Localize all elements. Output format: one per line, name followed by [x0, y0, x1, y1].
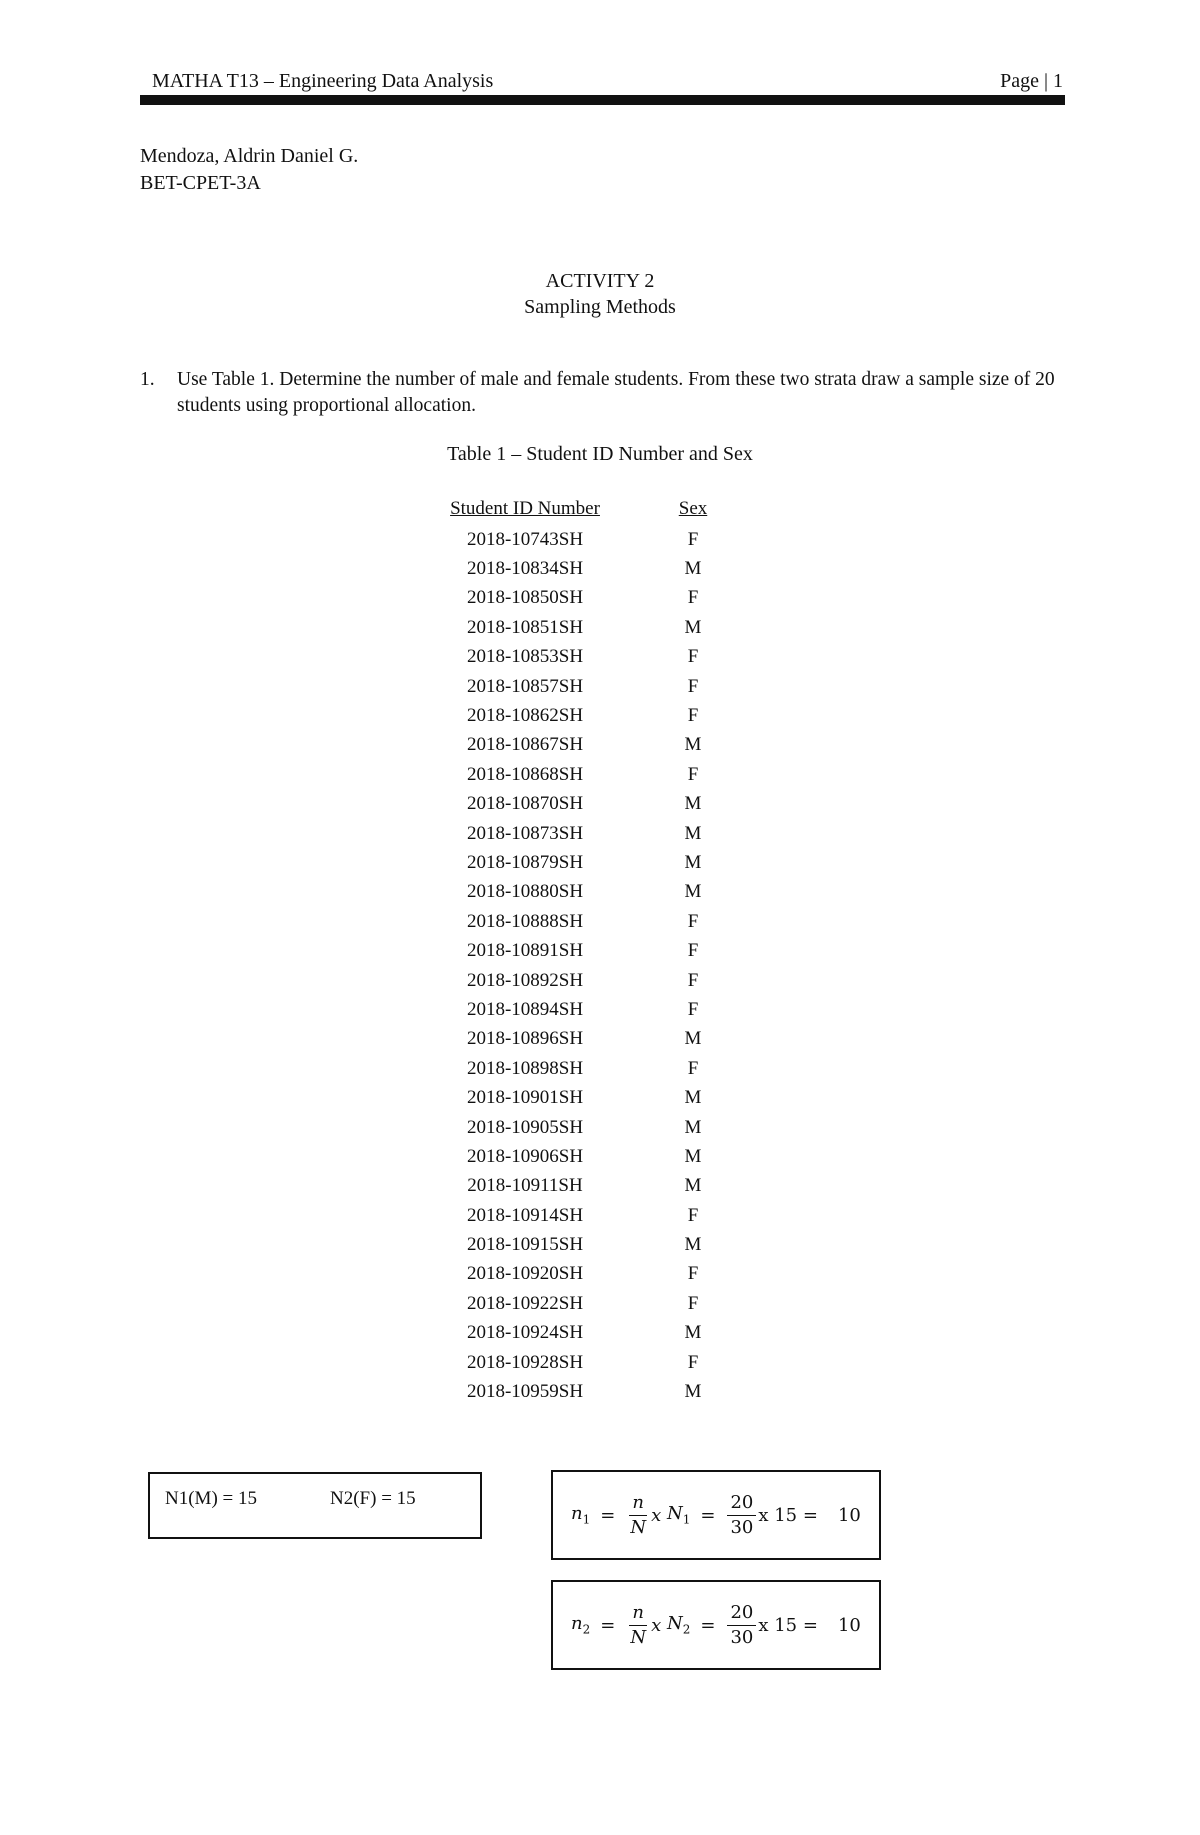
header-rule: [140, 95, 1065, 105]
table-row: [430, 1230, 753, 1259]
sex-cell: M: [684, 822, 702, 844]
student-id-cell: 2018-10901SH: [466, 1087, 584, 1109]
table-caption: Table 1 – Student ID Number and Sex: [447, 443, 753, 465]
sex-cell: F: [687, 528, 699, 550]
table-row: [430, 613, 753, 642]
table-row: [430, 848, 753, 877]
table-row: [430, 907, 753, 936]
student-id-cell: 2018-10868SH: [466, 763, 584, 785]
table-row: [430, 584, 753, 613]
table-row: [430, 1348, 753, 1377]
sex-cell: M: [684, 734, 702, 756]
table-row: [430, 1083, 753, 1112]
student-id-cell: 2018-10888SH: [466, 910, 584, 932]
stratum-counts-box: [148, 1472, 482, 1539]
formula-box-2: [551, 1580, 881, 1670]
student-id-cell: 2018-10850SH: [466, 587, 584, 609]
table-row: [430, 819, 753, 848]
sex-cell: M: [684, 1087, 702, 1109]
formula-box-1: [551, 1470, 881, 1560]
activity-title: ACTIVITY 2: [545, 270, 655, 292]
formula-multiplier: x 15 =: [758, 1614, 818, 1636]
sex-cell: F: [687, 910, 699, 932]
formula-result: 10: [837, 1504, 861, 1526]
table-header-row: [430, 493, 753, 525]
sex-cell: M: [684, 881, 702, 903]
student-id-cell: 2018-10894SH: [466, 998, 584, 1020]
fraction-values: $\frac{20}{30}$: [727, 1491, 756, 1540]
activity-title-block: [0, 268, 1200, 320]
student-id-cell: 2018-10867SH: [466, 734, 584, 756]
student-id-cell: 2018-10870SH: [466, 793, 584, 815]
student-id-cell: 2018-10873SH: [466, 822, 584, 844]
student-id-cell: 2018-10928SH: [466, 1351, 584, 1373]
student-id-cell: 2018-10920SH: [466, 1263, 584, 1285]
table-row: [430, 1025, 753, 1054]
female-count: N2(F) = 15: [330, 1488, 416, 1509]
student-id-cell: 2018-10959SH: [466, 1381, 584, 1403]
student-id-cell: 2018-10880SH: [466, 881, 584, 903]
student-id-cell: 2018-10906SH: [466, 1145, 584, 1167]
table-row: [430, 966, 753, 995]
sex-cell: F: [687, 705, 699, 727]
table-row: [430, 1201, 753, 1230]
formula-result: 10: [837, 1614, 861, 1636]
table-row: [430, 1113, 753, 1142]
activity-subtitle: Sampling Methods: [524, 296, 676, 318]
author-name: Mendoza, Aldrin Daniel G.: [140, 145, 359, 167]
student-id-cell: 2018-10879SH: [466, 851, 584, 873]
sex-cell: F: [687, 587, 699, 609]
student-id-cell: 2018-10915SH: [466, 1234, 584, 1256]
student-id-cell: 2018-10896SH: [466, 1028, 584, 1050]
table-row: [430, 731, 753, 760]
sex-cell: F: [687, 1292, 699, 1314]
table-row: [430, 936, 753, 965]
sex-cell: F: [687, 675, 699, 697]
student-id-cell: 2018-10857SH: [466, 675, 584, 697]
male-count: N1(M) = 15: [165, 1488, 257, 1509]
table-row: [430, 790, 753, 819]
table-row: [430, 1377, 753, 1406]
table-row: [430, 1054, 753, 1083]
sex-cell: F: [687, 646, 699, 668]
table-row: [430, 643, 753, 672]
sex-cell: F: [687, 1263, 699, 1285]
question-number: 1.: [140, 369, 155, 390]
sex-cell: M: [684, 1028, 702, 1050]
table-row: [430, 760, 753, 789]
table-row: [430, 1142, 753, 1171]
sex-cell: F: [687, 1204, 699, 1226]
table-row: [430, 1319, 753, 1348]
student-id-cell: 2018-10851SH: [466, 616, 584, 638]
table-row: [430, 1289, 753, 1318]
course-title: MATHA T13 – Engineering Data Analysis: [152, 70, 494, 92]
table-row: [430, 1172, 753, 1201]
sex-cell: M: [684, 1381, 702, 1403]
table-row: [430, 554, 753, 583]
sex-cell: M: [684, 1322, 702, 1344]
sex-cell: M: [684, 616, 702, 638]
sex-cell: M: [684, 793, 702, 815]
student-id-cell: 2018-10905SH: [466, 1116, 584, 1138]
sex-cell: M: [684, 1234, 702, 1256]
formula-multiplier: x 15 =: [758, 1504, 818, 1526]
sex-cell: F: [687, 940, 699, 962]
sex-cell: M: [684, 851, 702, 873]
fraction-values: $\frac{20}{30}$: [727, 1601, 756, 1650]
table-row: [430, 1260, 753, 1289]
student-id-cell: 2018-10911SH: [467, 1175, 583, 1197]
student-id-cell: 2018-10892SH: [466, 969, 584, 991]
table-row: [430, 672, 753, 701]
student-id-cell: 2018-10853SH: [466, 646, 584, 668]
population-stratum: $N_1$: [666, 1503, 691, 1527]
fraction-n-over-N: $\frac{n}{N}$: [630, 1601, 647, 1648]
student-id-cell: 2018-10891SH: [466, 940, 584, 962]
question-text: Use Table 1. Determine the number of male and female students. From these two strata draw a sample size of 20 students using proportional allocation.: [177, 369, 1055, 416]
sex-cell: F: [687, 969, 699, 991]
fraction-n-over-N: $\frac{n}{N}$: [630, 1491, 647, 1538]
page-number: Page | 1: [1000, 70, 1063, 92]
author-section: BET-CPET-3A: [140, 172, 261, 194]
student-id-cell: 2018-10924SH: [466, 1322, 584, 1344]
student-id-cell: 2018-10834SH: [466, 558, 584, 580]
student-id-cell: 2018-10914SH: [466, 1204, 584, 1226]
sex-cell: M: [684, 1116, 702, 1138]
sex-cell: M: [684, 1145, 702, 1167]
student-table: [430, 493, 753, 1407]
table-row: [430, 525, 753, 554]
formula-n1: $n_1$ = $\frac{n}{N}$ x $N_1$ = $\frac{20}{30}$ x 15 = 10: [571, 1491, 861, 1538]
header-student-id: Student ID Number: [450, 498, 600, 519]
sex-cell: F: [687, 998, 699, 1020]
formula-lhs: $n_2$: [571, 1613, 591, 1637]
student-id-cell: 2018-10862SH: [466, 705, 584, 727]
author-block: [140, 143, 358, 197]
sex-cell: F: [687, 1351, 699, 1373]
sex-cell: F: [687, 763, 699, 785]
student-id-cell: 2018-10743SH: [466, 528, 584, 550]
header-sex: Sex: [678, 498, 708, 519]
sex-cell: M: [684, 558, 702, 580]
population-stratum: $N_2$: [666, 1613, 691, 1637]
table-body: [430, 525, 753, 1407]
sex-cell: F: [687, 1057, 699, 1079]
table-row: [430, 701, 753, 730]
formula-n2: $n_2$ = $\frac{n}{N}$ x $N_2$ = $\frac{20}{30}$ x 15 = 10: [571, 1601, 861, 1648]
sex-cell: M: [684, 1175, 702, 1197]
table-row: [430, 995, 753, 1024]
formula-lhs: $n_1$: [571, 1503, 591, 1527]
student-id-cell: 2018-10898SH: [466, 1057, 584, 1079]
table-row: [430, 878, 753, 907]
student-id-cell: 2018-10922SH: [466, 1292, 584, 1314]
